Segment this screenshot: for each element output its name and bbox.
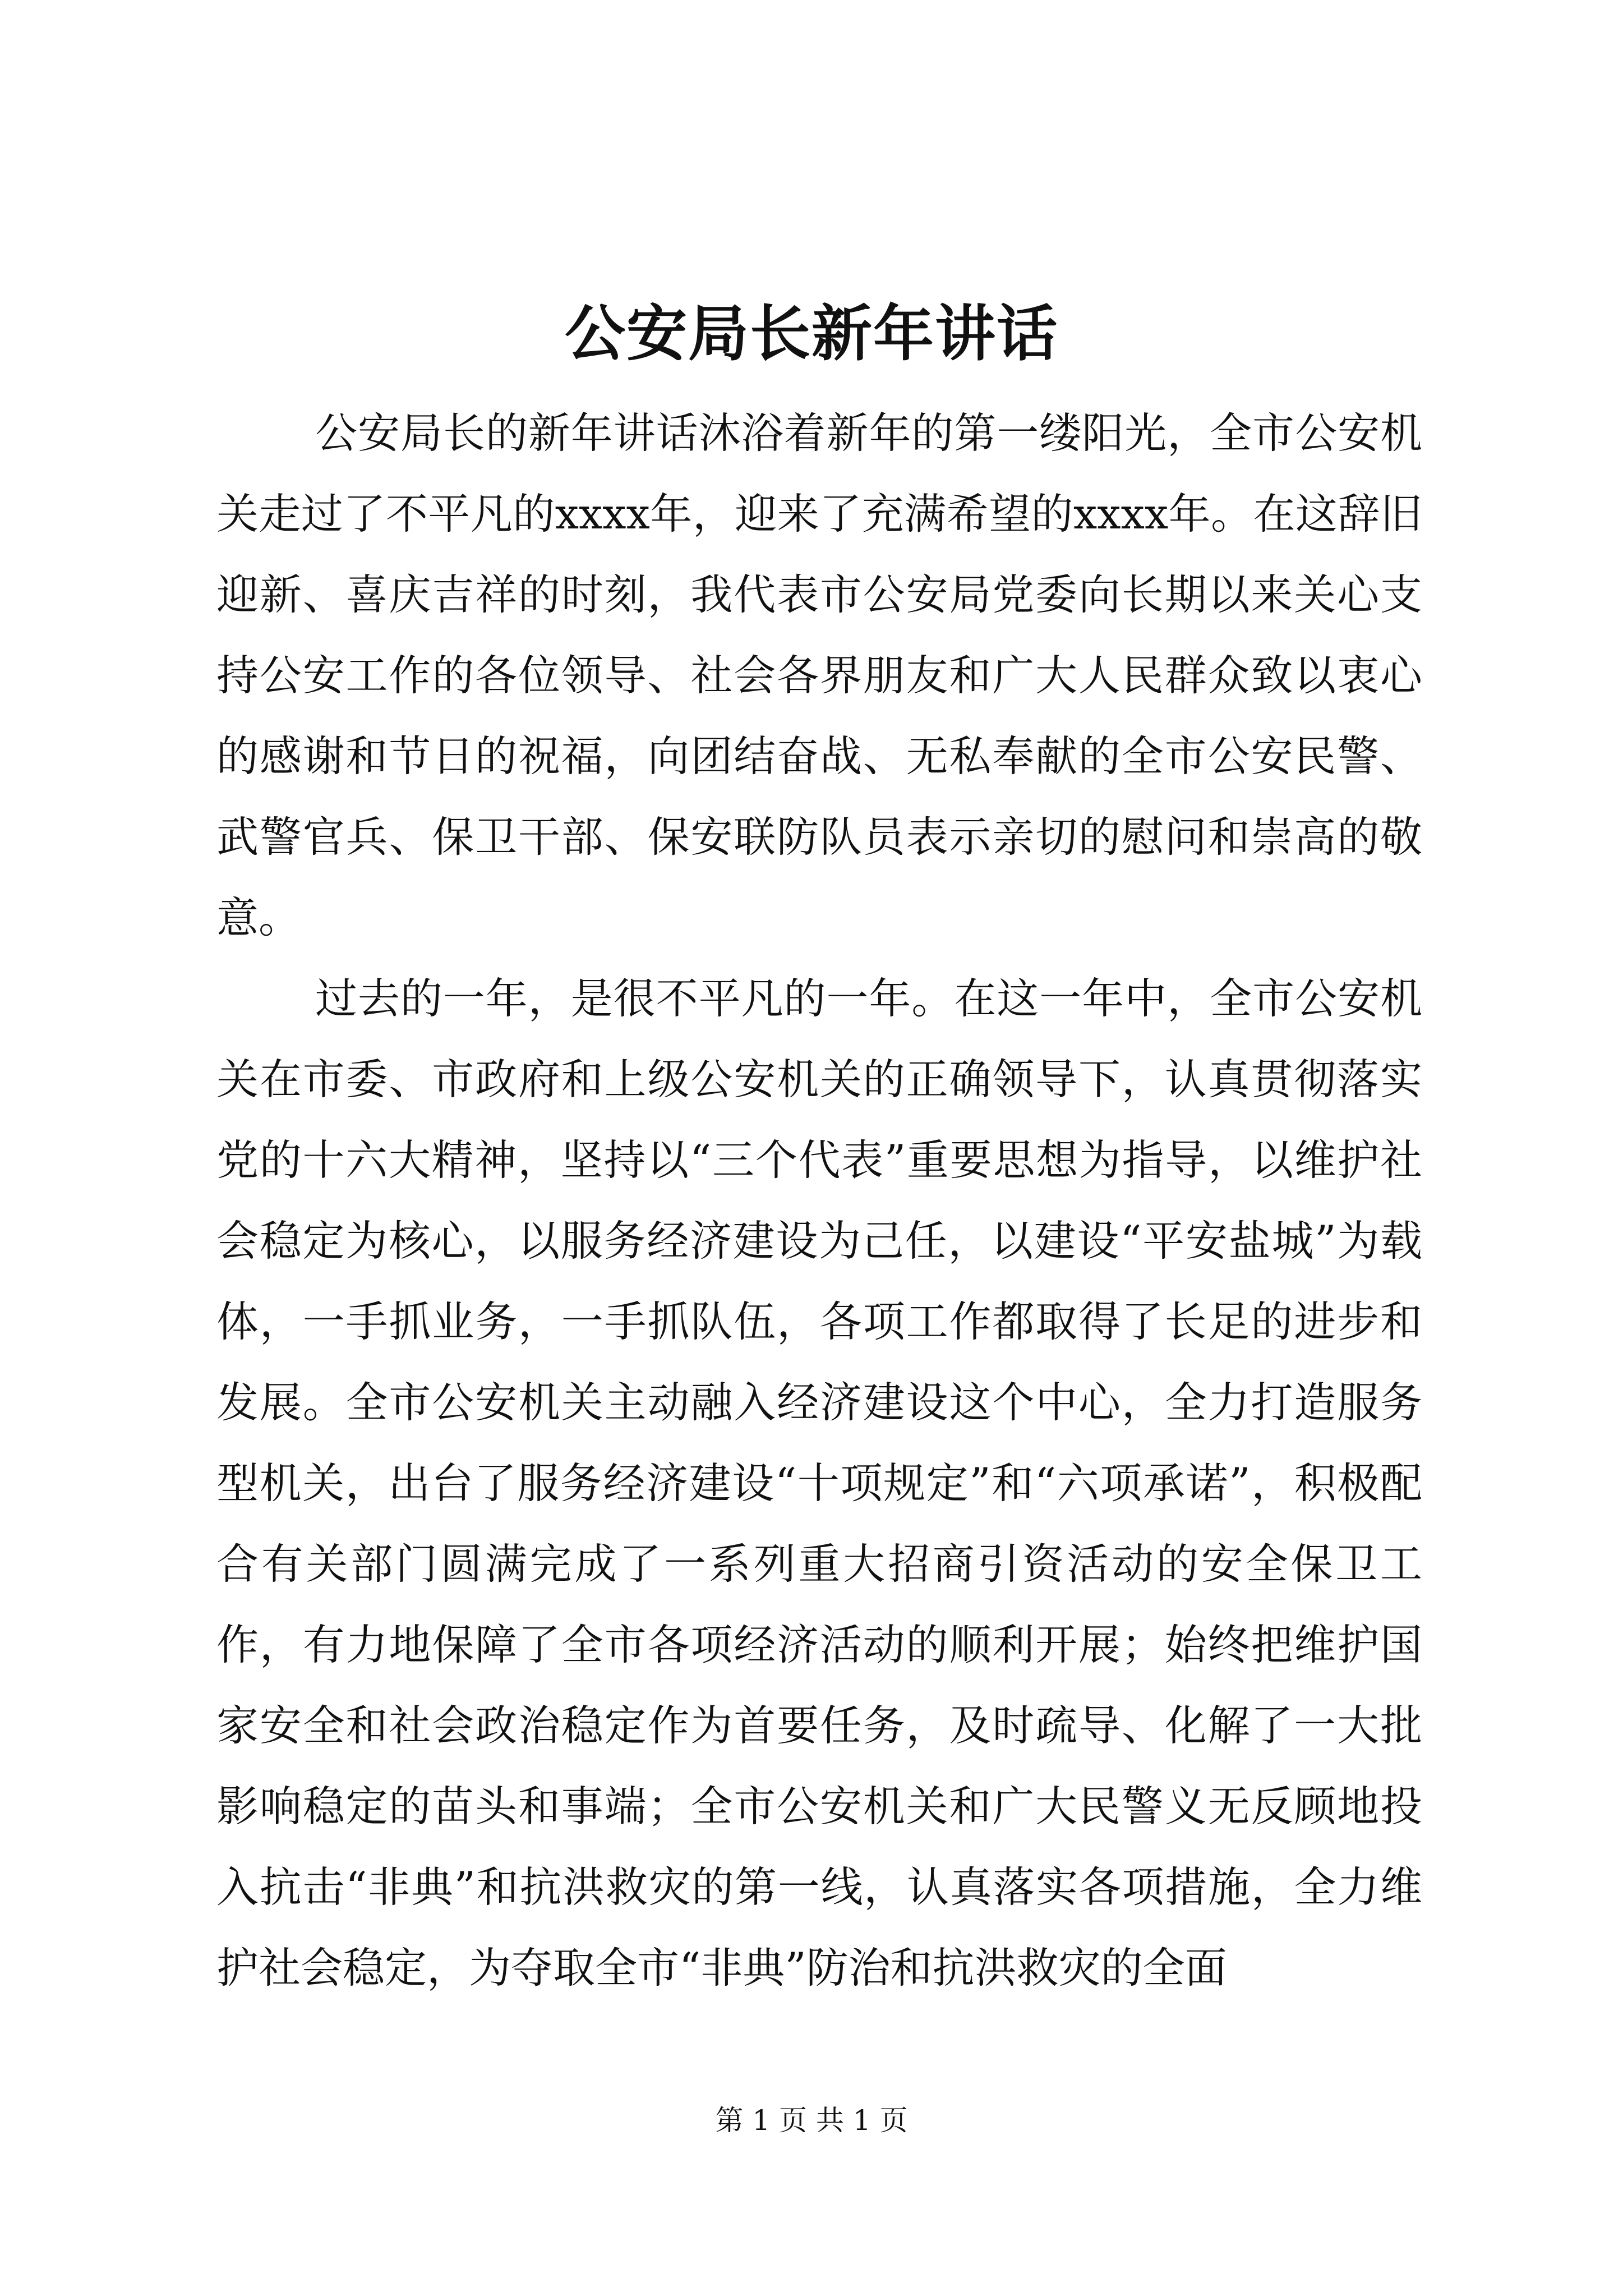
document-title: 公安局长新年讲话 [564, 298, 1058, 369]
page-footer [0, 2101, 1623, 2140]
document-body [216, 393, 1422, 2008]
paragraph-1: 公安局长的新年讲话沐浴着新年的第一缕阳光，全市公安机关走过了不平凡的xxxx年，迎来了充满希望的xxxx年。在这辞旧迎新、喜庆吉祥的时刻，我代表市公安局党委向长期以来关心支持公安工作的各位领导、社会各界朋友和广大人民群众致以衷心的感谢和节日的祝福，向团结奋战、无私奉献的全市公安民警、武警官兵、保卫干部、保安联防队员表示亲切的慰问和崇高的敬意。 [216, 408, 1422, 942]
paragraph-2: 过去的一年，是很不平凡的一年。在这一年中，全市公安机关在市委、市政府和上级公安机关的正确领导下，认真贯彻落实党的十六大精神，坚持以“三个代表”重要思想为指导，以维护社会稳定为核心，以服务经济建设为己任，以建设“平安盐城”为载体，一手抓业务，一手抓队伍，各项工作都取得了长足的进步和发展。全市公安机关主动融入经济建设这个中心，全力打造服务型机关，出台了服务经济建设“十项规定”和“六项承诺”，积极配合有关部门圆满完成了一系列重大招商引资活动的安全保卫工作，有力地保障了全市各项经济活动的顺利开展；始终把维护国家安全和社会政治稳定作为首要任务，及时疏导、化解了一大批影响稳定的苗头和事端；全市公安机关和广大民警义无反顾地投入抗击“非典”和抗洪救灾的第一线，认真落实各项措施，全力维护社会稳定，为夺取全市“非典”防治和抗洪救灾的全面 [216, 974, 1422, 1993]
page-number-label: 第 1 页 共 1 页 [715, 2104, 908, 2137]
